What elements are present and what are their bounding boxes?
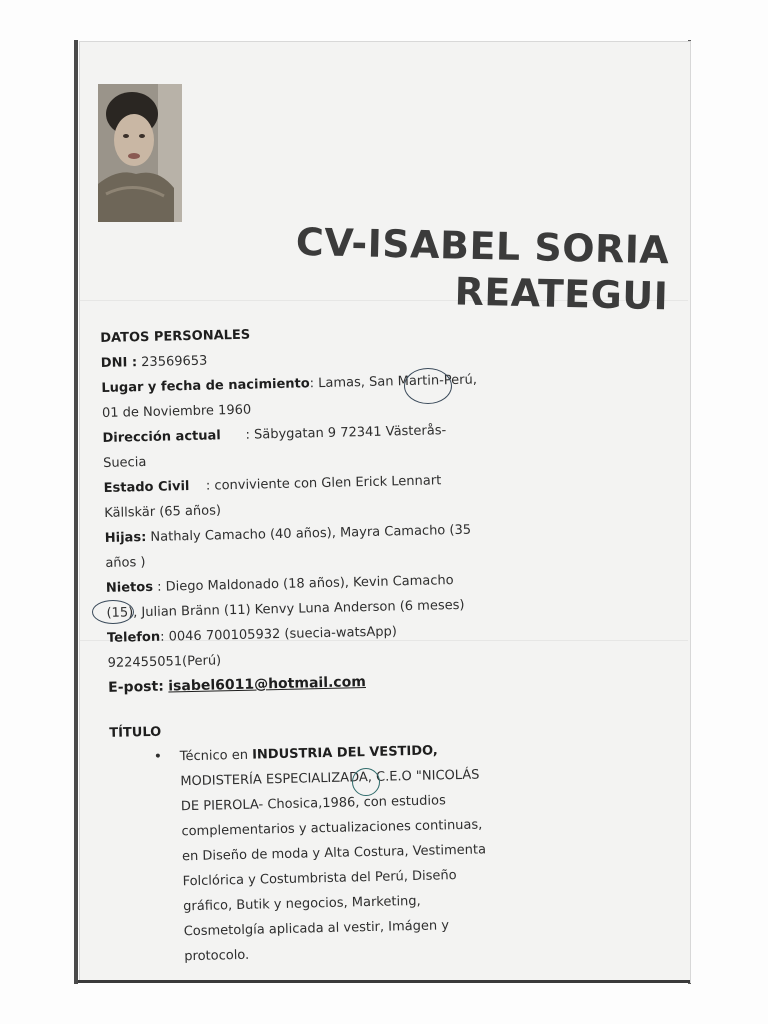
epost-label: E-post: bbox=[108, 678, 165, 696]
titulo-line: protocolo. bbox=[184, 947, 250, 965]
lugar-value: : Lamas, San Martin-Perú, bbox=[309, 372, 478, 392]
pen-circle-mark bbox=[352, 768, 380, 796]
hijas-label: Hijas: bbox=[104, 530, 147, 546]
lugar-label: Lugar y fecha de nacimiento bbox=[101, 376, 310, 396]
section-heading-titulo: TÍTULO bbox=[109, 724, 162, 741]
direccion-value: : Säbygatan 9 72341 Västerås- bbox=[220, 423, 447, 444]
titulo-line: MODISTERÍA ESPECIALIZADA, C.E.O "NICOLÁS bbox=[180, 767, 480, 790]
lugar-row-continued: 01 de Noviembre 1960 bbox=[101, 402, 252, 421]
titulo-line: Folclórica y Costumbrista del Perú, Diseño bbox=[182, 868, 457, 890]
titulo-description bbox=[180, 737, 515, 969]
telefon-label: Telefon bbox=[106, 629, 161, 646]
paper-left-edge bbox=[74, 40, 78, 984]
telefon-row-continued: 922455051(Perú) bbox=[107, 653, 222, 671]
nietos-label: Nietos bbox=[105, 579, 154, 596]
titulo-list-item bbox=[110, 737, 515, 971]
cv-body bbox=[100, 317, 515, 971]
hijas-value: Nathaly Camacho (40 años), Mayra Camacho (35 bbox=[146, 522, 472, 546]
titulo-line: Cosmetolgía aplicada al vestir, Imágen y bbox=[183, 918, 450, 940]
estado-label: Estado Civil bbox=[103, 479, 190, 496]
nietos-value: : Diego Maldonado (18 años), Kevin Camacho bbox=[152, 573, 454, 595]
direccion-label: Dirección actual bbox=[102, 428, 221, 446]
cv-title-line-2: REATEGUI bbox=[454, 269, 669, 319]
profile-photo bbox=[98, 84, 182, 222]
paper-bottom-edge bbox=[78, 980, 690, 983]
titulo-line-1-prefix: Técnico en bbox=[179, 747, 253, 765]
estado-value: : conviviente con Glen Erick Lennart bbox=[189, 473, 442, 495]
telefon-value: : 0046 700105932 (suecia-watsApp) bbox=[159, 624, 398, 645]
nietos-row-continued: (15), Julian Bränn (11) Kenvy Luna Anderson (6 meses) bbox=[106, 597, 465, 621]
section-heading-datos: DATOS PERSONALES bbox=[100, 327, 251, 346]
bullet-icon: • bbox=[153, 748, 163, 765]
titulo-line: en Diseño de moda y Alta Costura, Vestimenta bbox=[181, 842, 487, 865]
cv-title-line-1: CV-ISABEL SORIA bbox=[295, 219, 670, 273]
estado-row-continued: Källskär (65 años) bbox=[104, 503, 222, 521]
pen-circle-mark bbox=[92, 600, 134, 624]
cv-title bbox=[258, 218, 670, 319]
titulo-line: DE PIEROLA- Chosica,1986, con estudios bbox=[180, 793, 446, 815]
dni-label: DNI : bbox=[100, 355, 138, 371]
pen-circle-mark bbox=[404, 368, 452, 404]
direccion-row-continued: Suecia bbox=[102, 454, 147, 471]
dni-value: 23569653 bbox=[136, 353, 208, 371]
email-link[interactable]: isabel6011@hotmail.com bbox=[168, 674, 367, 695]
titulo-line: complementarios y actualizaciones continuas, bbox=[181, 817, 483, 840]
hijas-row-continued: años ) bbox=[105, 555, 146, 571]
titulo-line-1-bold: INDUSTRIA DEL VESTIDO, bbox=[251, 743, 438, 763]
titulo-line: gráfico, Butik y negocios, Marketing, bbox=[183, 893, 421, 915]
